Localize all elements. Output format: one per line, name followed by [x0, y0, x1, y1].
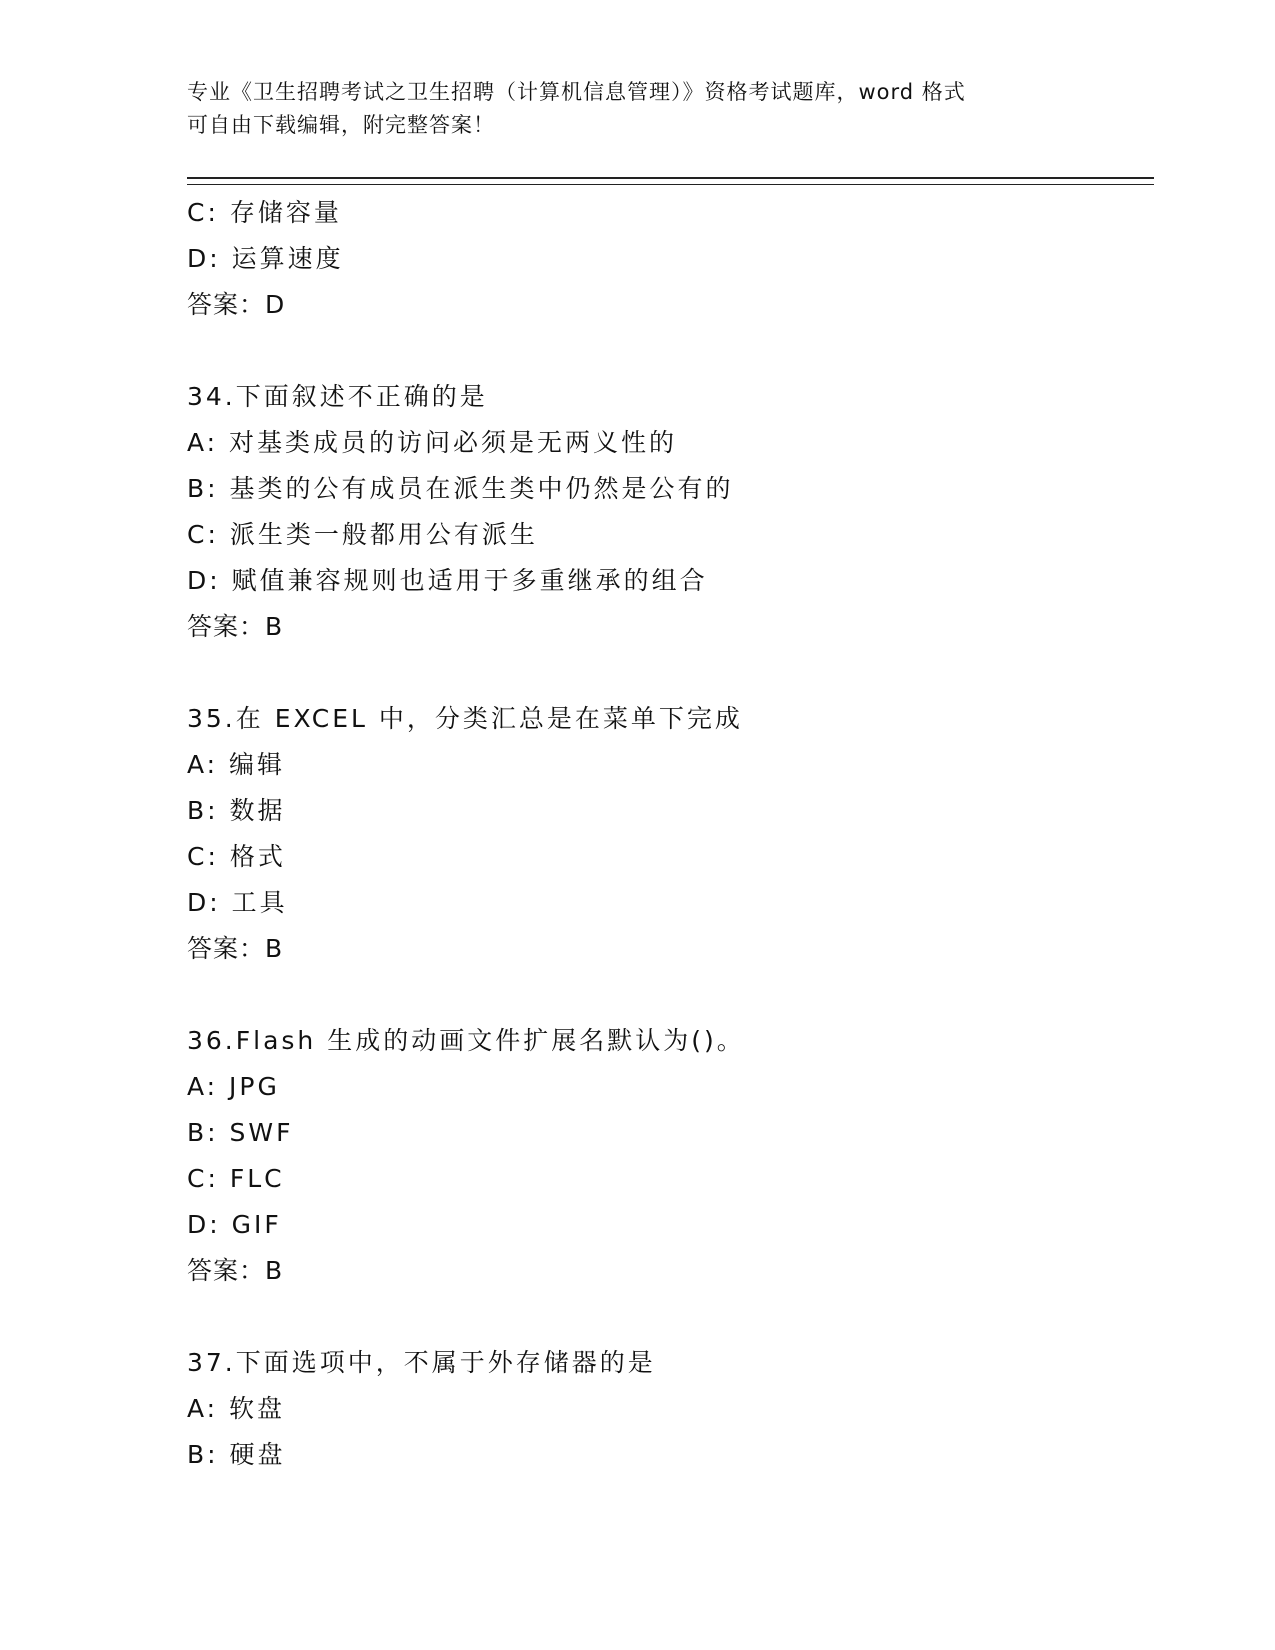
question-title: 37.下面选项中，不属于外存储器的是 — [187, 1348, 656, 1377]
question-36 — [187, 1018, 1147, 1294]
answer: 答案：D — [187, 290, 286, 319]
option-b: B: SWF — [187, 1118, 294, 1147]
header-line-2: 可自由下载编辑，附完整答案！ — [187, 113, 495, 137]
option-b: B: 硬盘 — [187, 1440, 286, 1469]
option-c: C: 派生类一般都用公有派生 — [187, 520, 538, 549]
option-d: D: 赋值兼容规则也适用于多重继承的组合 — [187, 566, 708, 595]
option-b: B: 数据 — [187, 796, 286, 825]
option-d: D: GIF — [187, 1210, 282, 1239]
question-35 — [187, 696, 1147, 972]
question-title: 36.Flash 生成的动画文件扩展名默认为()。 — [187, 1026, 745, 1055]
header-line-1: 专业《卫生招聘考试之卫生招聘（计算机信息管理）》资格考试题库，word 格式 — [187, 80, 966, 104]
question-list — [187, 190, 1147, 1478]
option-a: A: 软盘 — [187, 1394, 286, 1423]
option-d: D: 工具 — [187, 888, 288, 917]
previous-question-tail — [187, 190, 1147, 328]
question-34 — [187, 374, 1147, 650]
document-header — [187, 76, 1087, 142]
question-37 — [187, 1340, 1147, 1478]
answer: 答案：B — [187, 934, 284, 963]
answer: 答案：B — [187, 612, 284, 641]
option-a: A: JPG — [187, 1072, 280, 1101]
header-divider — [187, 177, 1154, 185]
option-a: A: 编辑 — [187, 750, 286, 779]
option-b: B: 基类的公有成员在派生类中仍然是公有的 — [187, 474, 734, 503]
question-title: 34.下面叙述不正确的是 — [187, 382, 488, 411]
answer: 答案：B — [187, 1256, 284, 1285]
option-d: D: 运算速度 — [187, 244, 344, 273]
option-c: C: 格式 — [187, 842, 286, 871]
question-title: 35.在 EXCEL 中，分类汇总是在菜单下完成 — [187, 704, 743, 733]
option-c: C: FLC — [187, 1164, 285, 1193]
option-a: A: 对基类成员的访问必须是无两义性的 — [187, 428, 678, 457]
option-c: C: 存储容量 — [187, 198, 342, 227]
